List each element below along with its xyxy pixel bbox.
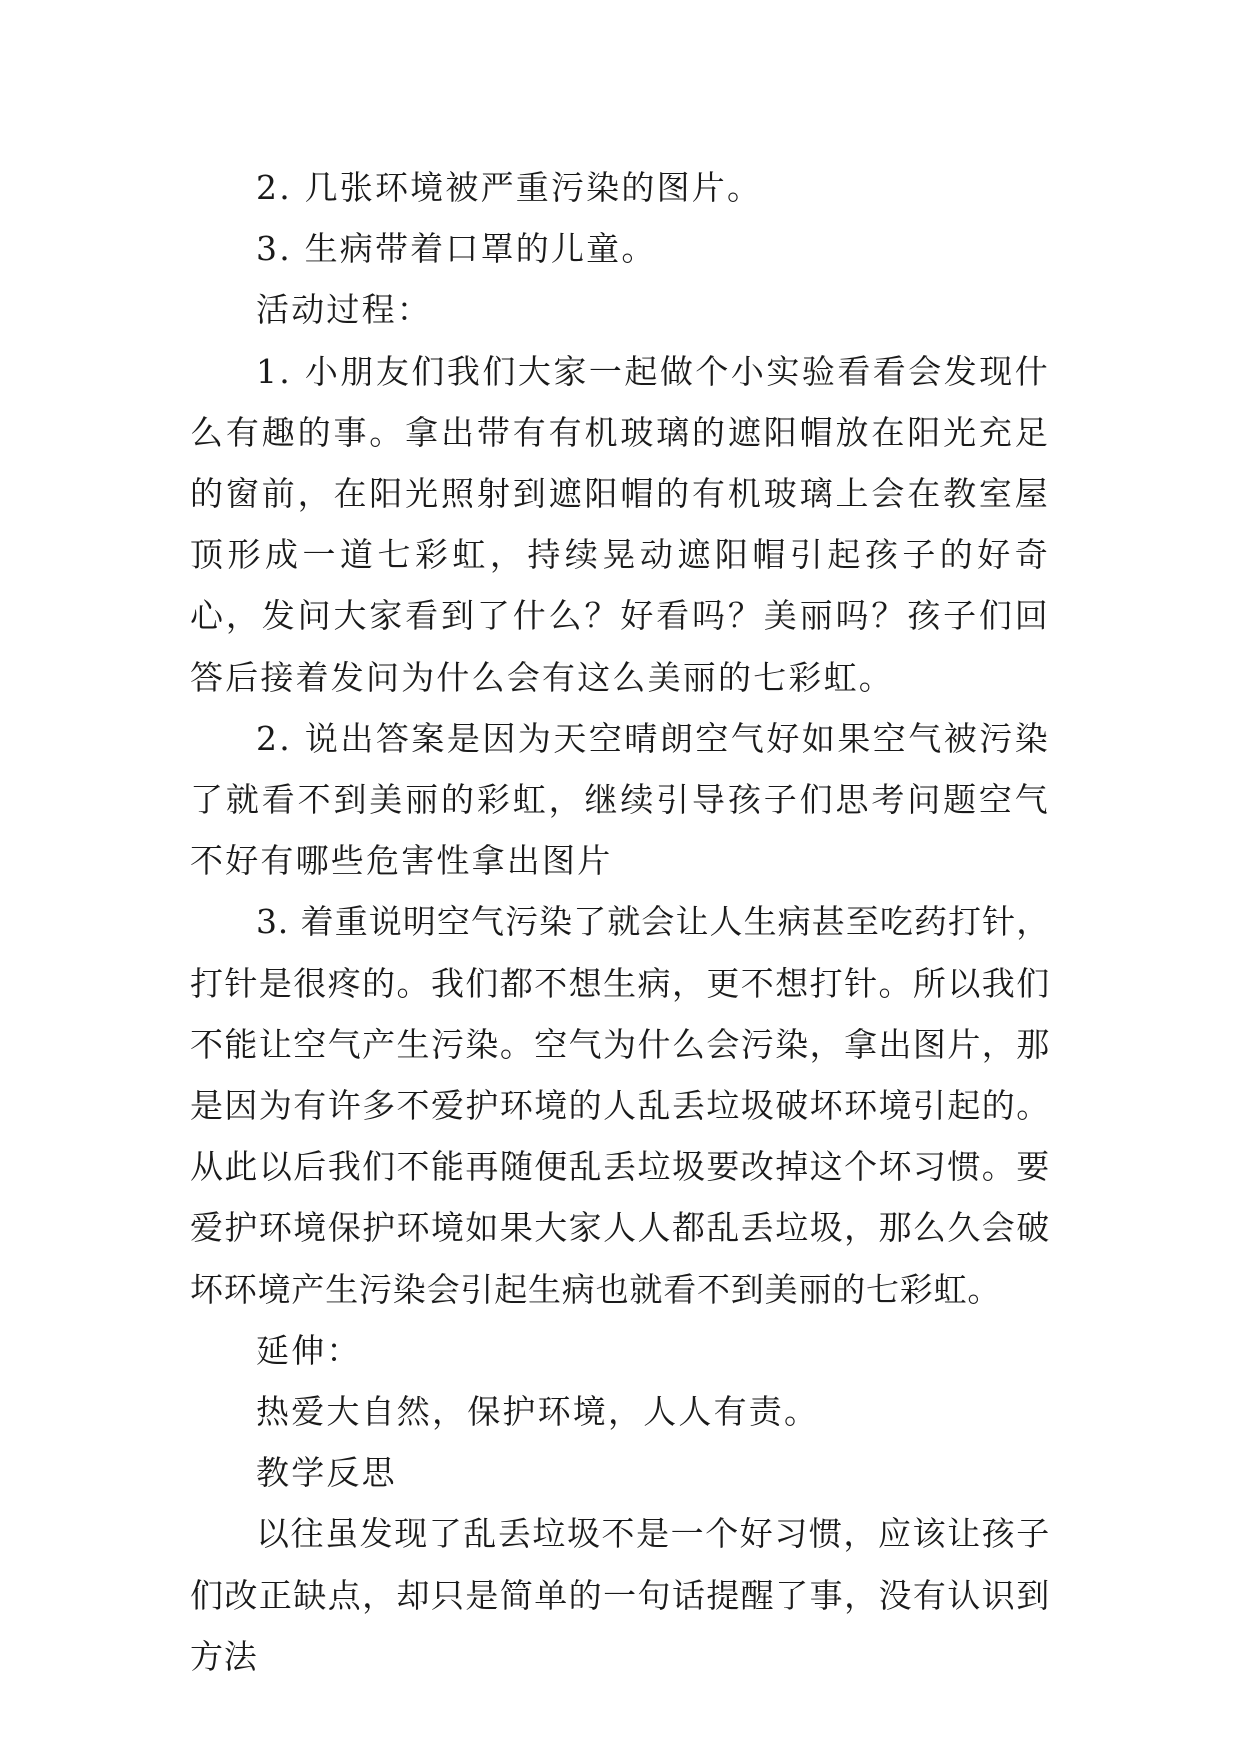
heading-extension: 延伸： (256, 1330, 362, 1370)
document-body (190, 157, 1050, 1687)
paragraph-step-1: 1. 小朋友们我们大家一起做个小实验看看会发现什么有趣的事。拿出带有有机玻璃的遮阳帽放在阳光充足的窗前，在阳光照射到遮阳帽的有机玻璃上会在教室屋顶形成一道七彩虹，持续晃动遮阳帽引起孩子的好奇心，发问大家看到了什么？好看吗？美丽吗？孩子们回答后接着发问为什么会有这么美丽的七彩虹。 (190, 351, 1050, 697)
paragraph-reflection: 以往虽发现了乱丢垃圾不是一个好习惯，应该让孩子们改正缺点，却只是简单的一句话提醒了事，没有认识到方法 (190, 1514, 1050, 1676)
paragraph-extension: 热爱大自然，保护环境，人人有责。 (256, 1392, 820, 1432)
paragraph-materials-3: 3. 生病带着口罩的儿童。 (256, 229, 657, 269)
paragraph-step-3: 3. 着重说明空气污染了就会让人生病甚至吃药打针，打针是很疼的。我们都不想生病，更不想打针。所以我们不能让空气产生污染。空气为什么会污染，拿出图片，那是因为有许多不爱护环境的人乱丢垃圾破坏环境引起的。从此以后我们不能再随便乱丢垃圾要改掉这个坏习惯。要爱护环境保护环境如果大家人人都乱丢垃圾，那么久会破坏环境产生污染会引起生病也就看不到美丽的七彩虹。 (190, 902, 1050, 1309)
heading-activity-process: 活动过程： (256, 290, 432, 330)
paragraph-step-2: 2. 说出答案是因为天空晴朗空气好如果空气被污染了就看不到美丽的彩虹，继续引导孩子们思考问题空气不好有哪些危害性拿出图片 (190, 718, 1050, 881)
heading-teaching-reflection: 教学反思 (256, 1453, 397, 1493)
paragraph-materials-2: 2. 几张环境被严重污染的图片。 (256, 168, 763, 207)
